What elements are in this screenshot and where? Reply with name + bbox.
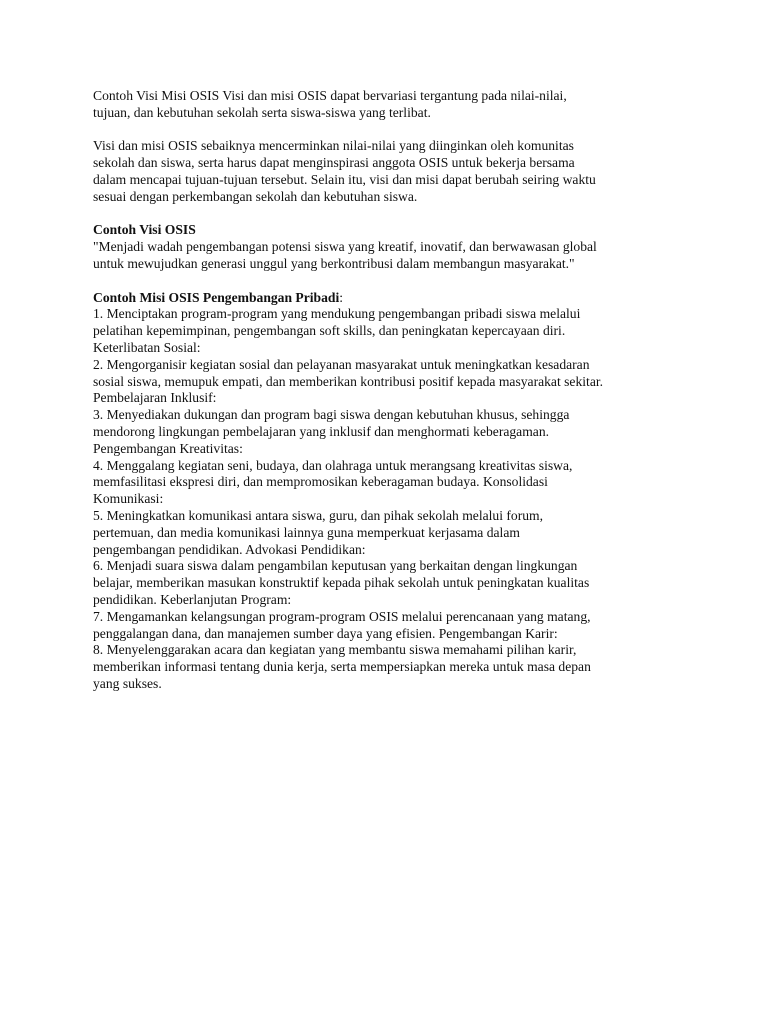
mission-line: 4. Menggalang kegiatan seni, budaya, dan olahraga untuk merangsang kreativitas siswa, xyxy=(93,457,573,473)
mission-line: pertemuan, dan media komunikasi lainnya guna memperkuat kerjasama dalam xyxy=(93,524,520,540)
mission-line: pengembangan pendidikan. Advokasi Pendidikan: xyxy=(93,541,366,557)
vision-heading: Contoh Visi OSIS xyxy=(93,222,196,238)
mission-line: memfasilitasi ekspresi diri, dan mempromosikan keberagaman budaya. Konsolidasi xyxy=(93,474,548,490)
mission-line: Keterlibatan Sosial: xyxy=(93,339,201,355)
mission-line: 6. Menjadi suara siswa dalam pengambilan keputusan yang berkaitan dengan lingkungan xyxy=(93,558,578,574)
mission-line: penggalangan dana, dan manajemen sumber daya yang efisien. Pengembangan Karir: xyxy=(93,625,558,641)
vision-statement-line: untuk mewujudkan generasi unggul yang berkontribusi dalam membangun masyarakat." xyxy=(93,255,575,271)
mission-heading: Contoh Misi OSIS Pengembangan Pribadi xyxy=(93,289,340,305)
mission-line: 3. Menyediakan dukungan dan program bagi siswa dengan kebutuhan khusus, sehingga xyxy=(93,407,570,423)
mission-line: pendidikan. Keberlanjutan Program: xyxy=(93,591,292,607)
text-line: tujuan, dan kebutuhan sekolah serta siswa-siswa yang terlibat. xyxy=(93,104,431,120)
mission-line: Pengembangan Kreativitas: xyxy=(93,440,243,456)
reflection-paragraph xyxy=(93,138,683,205)
mission-line: 1. Menciptakan program-program yang mendukung pengembangan pribadi siswa melalui xyxy=(93,306,581,322)
mission-line: 2. Mengorganisir kegiatan sosial dan pelayanan masyarakat untuk meningkatkan kesadaran xyxy=(93,356,590,372)
mission-line: 5. Meningkatkan komunikasi antara siswa, guru, dan pihak sekolah melalui forum, xyxy=(93,507,544,523)
vision-section xyxy=(93,222,683,272)
mission-line: memberikan informasi tentang dunia kerja, serta mempersiapkan mereka untuk masa depan xyxy=(93,659,591,675)
mission-line: sosial siswa, memupuk empati, dan memberikan kontribusi positif kepada masyarakat sekitar. xyxy=(93,373,604,389)
mission-line: pelatihan kepemimpinan, pengembangan soft skills, dan peningkatan kepercayaan diri. xyxy=(93,323,566,339)
text-line: dalam mencapai tujuan-tujuan tersebut. Selain itu, visi dan misi dapat berubah seiring waktu xyxy=(93,171,596,187)
text-line: sekolah dan siswa, serta harus dapat menginspirasi anggota OSIS untuk bekerja bersama xyxy=(93,155,575,171)
vision-statement-line: "Menjadi wadah pengembangan potensi siswa yang kreatif, inovatif, dan berwawasan global xyxy=(93,239,597,255)
mission-line: 7. Mengamankan kelangsungan program-program OSIS melalui perencanaan yang matang, xyxy=(93,608,591,624)
text-line: Visi dan misi OSIS sebaiknya mencerminkan nilai-nilai yang diinginkan oleh komunitas xyxy=(93,138,574,154)
mission-line: Pembelajaran Inklusif: xyxy=(93,390,217,406)
mission-line: yang sukses. xyxy=(93,675,162,691)
document-body xyxy=(93,88,683,693)
mission-line: 8. Menyelenggarakan acara dan kegiatan yang membantu siswa memahami pilihan karir, xyxy=(93,642,577,658)
intro-paragraph xyxy=(93,88,683,122)
mission-line: mendorong lingkungan pembelajaran yang inklusif dan menghormati keberagaman. xyxy=(93,423,550,439)
mission-heading-row xyxy=(93,290,683,307)
mission-section xyxy=(93,290,683,693)
mission-heading-colon: : xyxy=(339,289,344,305)
mission-line: Komunikasi: xyxy=(93,491,164,507)
text-line: sesuai dengan perkembangan sekolah dan kebutuhan siswa. xyxy=(93,188,418,204)
mission-line: belajar, memberikan masukan konstruktif kepada pihak sekolah untuk peningkatan kualitas xyxy=(93,575,590,591)
text-line: Contoh Visi Misi OSIS Visi dan misi OSIS dapat bervariasi tergantung pada nilai-nilai, xyxy=(93,88,567,103)
